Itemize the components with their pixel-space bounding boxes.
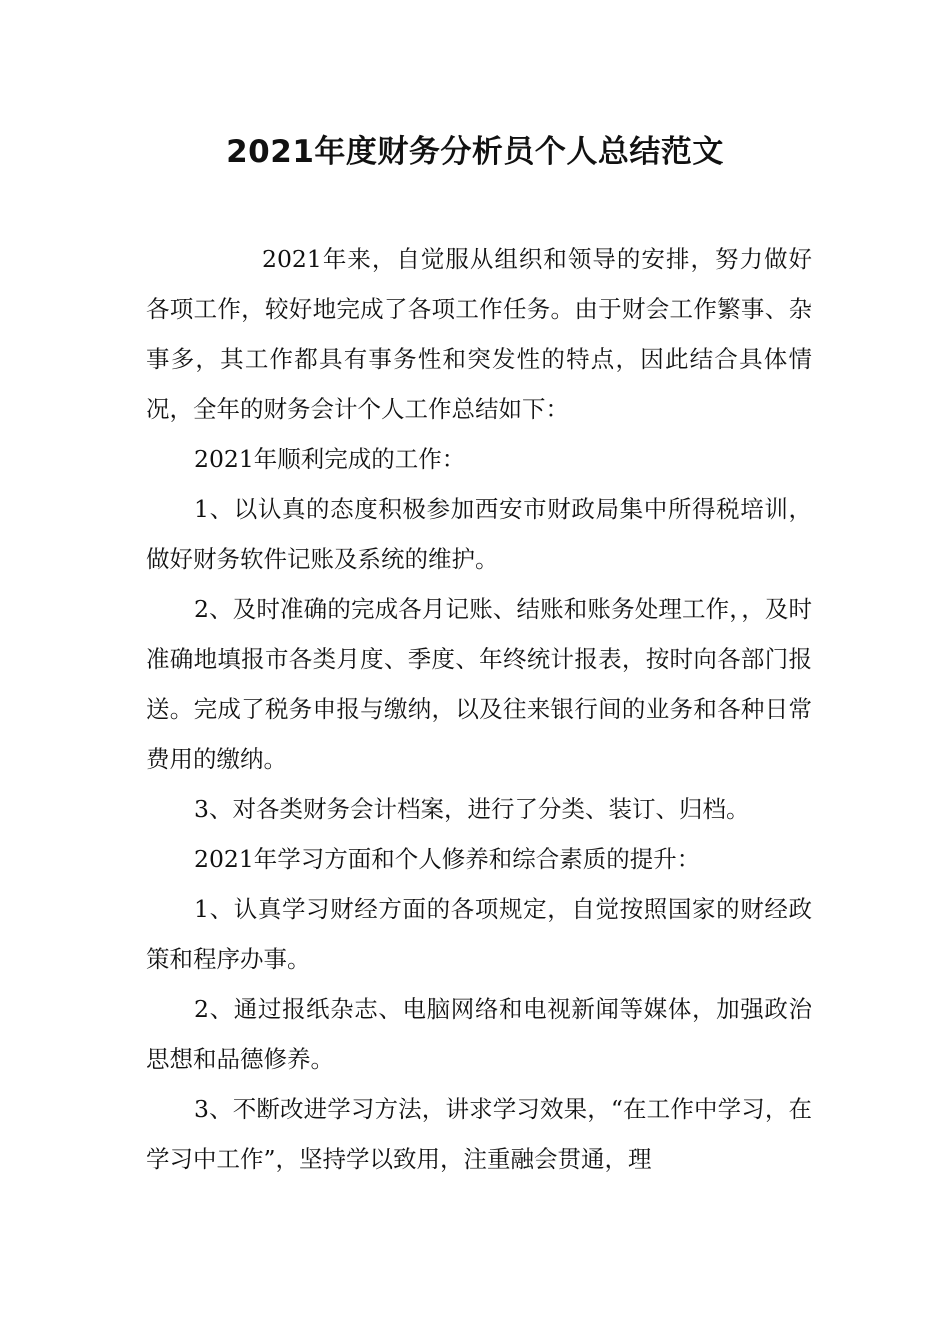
paragraph-study-item-3: 3、不断改进学习方法，讲求学习效果，“在工作中学习，在学习中工作”，坚持学以致用，注重融会贯通，理 xyxy=(146,1095,812,1173)
paragraph-study-item-2: 2、通过报纸杂志、电脑网络和电视新闻等媒体，加强政治思想和品德修养。 xyxy=(146,995,812,1073)
paragraph-work-item-3: 3、对各类财务会计档案，进行了分类、装订、归档。 xyxy=(194,795,750,823)
paragraph-work-item-2: 2、及时准确的完成各月记账、结账和账务处理工作，，及时准确地填报市各类月度、季度、年终统计报表，按时向各部门报送。完成了税务申报与缴纳，以及往来银行间的业务和各种日常费用的缴纳。 xyxy=(146,595,812,773)
paragraph-heading-study: 2021年学习方面和个人修养和综合素质的提升： xyxy=(194,845,701,873)
paragraph-heading-work: 2021年顺利完成的工作： xyxy=(194,445,466,473)
document-title: 2021年度财务分析员个人总结范文 xyxy=(226,134,724,170)
document-body xyxy=(146,234,812,1184)
paragraph-study-item-1: 1、认真学习财经方面的各项规定，自觉按照国家的财经政策和程序办事。 xyxy=(146,895,812,973)
paragraph-intro: 2021年来，自觉服从组织和领导的安排，努力做好各项工作，较好地完成了各项工作任务。由于财会工作繁事、杂事多，其工作都具有事务性和突发性的特点，因此结合具体情况，全年的财务会计个人工作总结如下： xyxy=(146,245,812,423)
paragraph-work-item-1: 1、以认真的态度积极参加西安市财政局集中所得税培训，做好财务软件记账及系统的维护。 xyxy=(146,495,812,573)
